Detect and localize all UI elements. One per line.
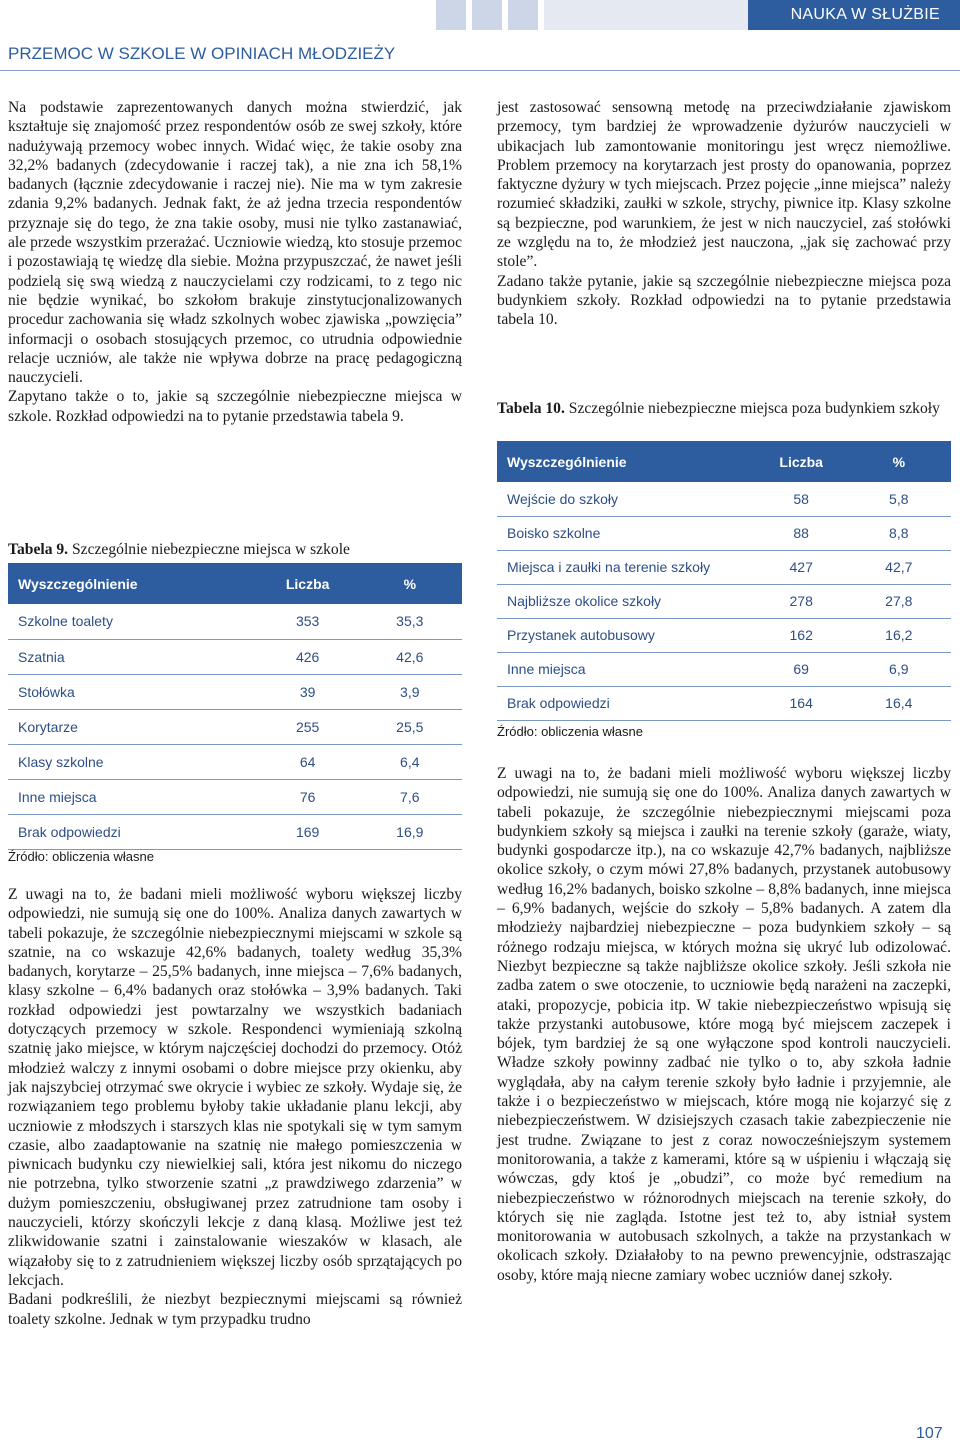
- table10: [497, 441, 951, 721]
- table-row: [8, 674, 462, 709]
- row-label: Szkolne toalety: [8, 604, 258, 639]
- row-label: Brak odpowiedzi: [497, 686, 756, 720]
- row-count: 278: [756, 584, 847, 618]
- row-label: Boisko szkolne: [497, 516, 756, 550]
- left-analysis-text: [8, 885, 462, 1329]
- table10-caption-text: Szczególnie niebezpieczne miejsca poza budynkiem szkoły: [568, 400, 940, 417]
- row-count: 69: [756, 652, 847, 686]
- right-bottom-text: [497, 764, 951, 1285]
- paragraph: Zapytano także o to, jakie są szczególnie niebezpieczne miejsca w szkole. Rozkład odpowiedzi na to pytanie przedstawia tabela 9.: [8, 388, 462, 425]
- column-header: %: [847, 441, 951, 482]
- column-header: Wyszczególnienie: [497, 441, 756, 482]
- table-row: [8, 709, 462, 744]
- row-percent: 35,3: [358, 604, 462, 639]
- row-percent: 7,6: [358, 779, 462, 814]
- table-row: [8, 744, 462, 779]
- row-percent: 3,9: [358, 674, 462, 709]
- row-count: 169: [258, 814, 358, 849]
- table-row: [497, 652, 951, 686]
- row-label: Inne miejsca: [497, 652, 756, 686]
- table-row: [497, 550, 951, 584]
- row-label: Korytarze: [8, 709, 258, 744]
- row-percent: 5,8: [847, 482, 951, 516]
- header-decor-square: [436, 0, 466, 30]
- row-label: Klasy szkolne: [8, 744, 258, 779]
- row-label: Brak odpowiedzi: [8, 814, 258, 849]
- column-header: Liczba: [258, 563, 358, 604]
- row-label: Najbliższe okolice szkoły: [497, 584, 756, 618]
- paragraph: Na podstawie zaprezentowanych danych można stwierdzić, jak kształtuje się znajomość przez respondentów osób ze swej szkoły, które nadużywają przemocy wobec innych. Widać więc, że takie osoby zna 32,2% badanych (zdecydowanie i raczej tak), a nie zna ich 58,1% badanych (łącznie zdecydowanie i raczej nie). Nie ma w tym zakresie zdania 9,2% badanych. Jednak fakt, że aż jedna trzecia respondentów przyznaje się do tego, że zna takie osoby, musi nie tylko zastanawiać, ale przede wszystkim przerażać. Uczniowie wiedzą, kto stosuje przemoc i pozostawiają tę wiedzę dla siebie. Można przypuszczać, że nawet jeśli podzielą się swą wiedzą z nauczycielami czy rodzicami, to z tego nic nie będzie wynikać, bo szkołom brakuje zinstytucjonalizowanych procedur zachowania się władz szkolnych wobec zjawiska „powzięcia” informacji o osobach stosujących przemoc, co utrudnia odpowiednie relacje uczniów, ale także nie wpływa dobrze na pracę pedagogiczną nauczycieli.: [8, 99, 462, 387]
- right-top-text: [497, 98, 951, 330]
- page-number: 107: [916, 1425, 943, 1442]
- table-row: [497, 584, 951, 618]
- table-row: [8, 814, 462, 849]
- header-decor-band: [544, 0, 748, 30]
- table10-caption-label: Tabela 10.: [497, 400, 565, 417]
- row-count: 353: [258, 604, 358, 639]
- row-percent: 25,5: [358, 709, 462, 744]
- row-percent: 8,8: [847, 516, 951, 550]
- row-percent: 42,6: [358, 639, 462, 674]
- row-percent: 27,8: [847, 584, 951, 618]
- row-count: 162: [756, 618, 847, 652]
- title-divider: [0, 70, 960, 71]
- row-label: Stołówka: [8, 674, 258, 709]
- row-count: 64: [258, 744, 358, 779]
- row-count: 58: [756, 482, 847, 516]
- table-row: [497, 516, 951, 550]
- table-row: [8, 604, 462, 639]
- column-header: Liczba: [756, 441, 847, 482]
- table9: [8, 563, 462, 850]
- paragraph: Z uwagi na to, że badani mieli możliwość wyboru większej liczby odpowiedzi, nie sumują się one do 100%. Analiza danych zawartych w tabeli pokazuje, że szczególnie niebezpiecznymi miejscami w szkole są szatnie, na co wskazuje 42,6% badanych, toalety według 35,3% badanych, korytarze – 25,5% badanych, inne miejsca – 7,6% badanych, klasy szkolne – 6,4% badanych oraz stołówka – 3,9% badanych. Taki rozkład odpowiedzi jest powtarzalny we wszystkich badaniach dotyczących przemocy w szkole. Respondenci wymieniają szkolną szatnię jako miejsce, w którym najczęściej dochodzi do przemocy. Otóż młodzież walczy z innymi osobami o dobre miejsce przy okienku, aby jak najszybciej otrzymać swe okrycie i wybiec ze szkoły. Wydaje się, że rozwiązaniem tego problemu byłoby takie układanie planu lekcji, aby uczniowie z młodszych i starszych klas nie spotykali się w tym samym czasie, albo zaadaptowanie na szatnię nie małego pomieszczenia w piwnicach budynku czy niewielkiej sali, która jest nikomu do niczego nie potrzebna, tylko stworzenie szatni „z prawdziwego zdarzenia” w dużym pomieszczeniu, obsługiwanej przez zatrudnione tam osoby i nauczycieli, którzy skończyli lekcje z daną klasą. Możliwe jest też zlikwidowanie szatni i zainstalowanie wieszaków w klasach, ale wiązałoby się to z zatrudnieniem większej liczby osób sprzątających po lekcjach.: [8, 886, 462, 1289]
- left-intro-text: [8, 98, 462, 426]
- table-header-row: [8, 563, 462, 604]
- header-decor-square: [472, 0, 502, 30]
- row-percent: 6,9: [847, 652, 951, 686]
- row-count: 426: [258, 639, 358, 674]
- row-percent: 16,9: [358, 814, 462, 849]
- table9-caption-text: Szczególnie niebezpieczne miejsca w szkole: [72, 541, 350, 558]
- table9-source: Źródło: obliczenia własne: [8, 849, 154, 864]
- row-percent: 42,7: [847, 550, 951, 584]
- section-label: NAUKA W SŁUŻBIE: [748, 0, 960, 30]
- row-count: 164: [756, 686, 847, 720]
- table-row: [497, 482, 951, 516]
- row-label: Wejście do szkoły: [497, 482, 756, 516]
- column-header: %: [358, 563, 462, 604]
- paragraph: Zadano także pytanie, jakie są szczególnie niebezpieczne miejsca poza budynkiem szkoły. Rozkład odpowiedzi na to pytanie przedstawia tabela 10.: [497, 272, 951, 329]
- table10-source: Źródło: obliczenia własne: [497, 724, 643, 739]
- table9-caption: [8, 540, 462, 559]
- header-decor-square: [508, 0, 538, 30]
- row-count: 427: [756, 550, 847, 584]
- table10-caption: [497, 399, 951, 418]
- row-count: 88: [756, 516, 847, 550]
- row-percent: 16,4: [847, 686, 951, 720]
- paragraph: jest zastosować sensowną metodę na przeciwdziałanie zjawiskom przemocy, tym bardziej że wprowadzenie dyżurów nauczycieli w ubikacjach lub zamontowanie monitoringu jest wręcz niemożliwe. Problem przemocy na korytarzach jest prosty do opanowania, poprzez faktyczne dyżury w tych miejscach. Przez pojęcie „inne miejsca” należy rozumieć składziki, zaułki w szkole, strychy, piwnice itp. Klasy szkolne są bezpieczne, pod warunkiem, że jest w nich nauczyciel, zaś stołówki ze względu na to, że młodzież jest nauczona, „jak się zachować przy stole”.: [497, 99, 951, 271]
- paragraph: Z uwagi na to, że badani mieli możliwość wyboru większej liczby odpowiedzi, nie sumują się one do 100%. Analiza danych zawartych w tabeli pokazuje, że szczególnie niebezpiecznymi miejscami poza budynkiem szkoły są miejsca i zaułki na terenie szkoły (garaże, wiaty, budynki gospodarcze itp.), na co wskazuje 42,7% badanych, najbliższe okolice szkoły, o czym mówi 27,8% badanych, przystanek autobusowy według 16,2% badanych, boisko szkolne – 8,8% badanych, inne miejsca – 6,9% badanych, wejście do szkoły – 5,8% badanych. A zatem dla młodzieży najbardziej niebezpieczne – poza budynkiem szkoły – są różnego rodzaju miejsca, w których można się ukryć lub odizolować. Niezbyt bezpieczne są także najbliższe okolice szkoły. Jeśli szkoła nie zadba zatem o swe otoczenie, to uczniowie będą narażeni na zaczepki, ataki, propozycje, pobicia itp. W takie niebezpieczeństwo wpisują się także przystanki autobusowe, które mogą być miejscem zaczepek i bójek, tym bardziej że są one wyłączone spod kontroli nauczycieli. Władze szkoły powinny zadbać nie tylko o to, aby szkoła ładnie wyglądała, aby na całym terenie szkoły było ładnie i przyjemnie, ale także i o bezpieczeństwo w miejscach, które mogą nie kojarzyć się z niebezpieczeństwem. W dzisiejszych czasach takie zabezpieczenie nie jest trudne. Związane to jest z coraz nowocześniejszym systemem monitorowania, a także z kamerami, które są w uśpieniu i włączają się wówczas, gdy ktoś je „obudzi”, co może być remedium na niebezpieczeństwo w różnorodnych miejscach na terenie szkoły, do których się nie zagląda. Istotne jest też to, aby istniał system monitorowania w autobusach szkolnych, a także na przystankach w okolicach szkoły. Działałoby to na pewno prewencyjnie, odstraszając osoby, które mają niecne zamiary wobec uczniów danej szkoły.: [497, 765, 951, 1284]
- paragraph: Badani podkreślili, że niezbyt bezpiecznymi miejscami są również toalety szkolne. Jednak w tym przypadku trudno: [8, 1291, 462, 1328]
- row-percent: 6,4: [358, 744, 462, 779]
- table-row: [497, 618, 951, 652]
- row-count: 76: [258, 779, 358, 814]
- row-count: 39: [258, 674, 358, 709]
- row-label: Szatnia: [8, 639, 258, 674]
- table-row: [8, 639, 462, 674]
- row-percent: 16,2: [847, 618, 951, 652]
- table-header-row: [497, 441, 951, 482]
- table-row: [497, 686, 951, 720]
- article-title: PRZEMOC W SZKOLE W OPINIACH MŁODZIEŻY: [8, 44, 396, 63]
- row-label: Przystanek autobusowy: [497, 618, 756, 652]
- table-row: [8, 779, 462, 814]
- row-label: Inne miejsca: [8, 779, 258, 814]
- row-count: 255: [258, 709, 358, 744]
- column-header: Wyszczególnienie: [8, 563, 258, 604]
- table9-caption-label: Tabela 9.: [8, 541, 69, 558]
- row-label: Miejsca i zaułki na terenie szkoły: [497, 550, 756, 584]
